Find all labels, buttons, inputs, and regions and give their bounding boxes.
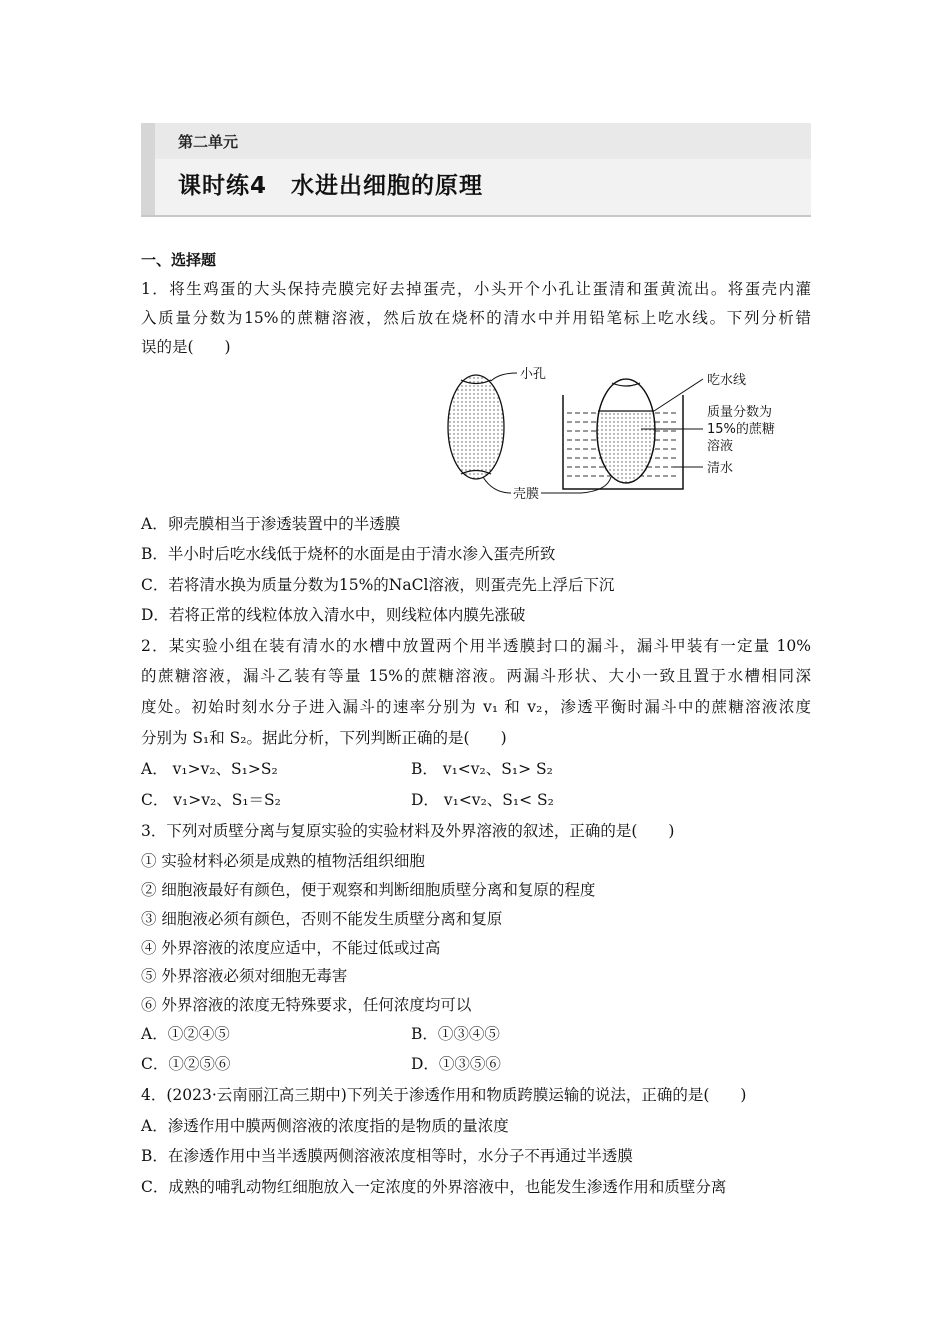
q3-item-6: ⑥ 外界溶液的浓度无特殊要求，任何浓度均可以 xyxy=(141,996,472,1014)
label-solution-1: 质量分数为 xyxy=(707,405,773,420)
q1-option-b: B．半小时后吃水线低于烧杯的水面是由于清水渗入蛋壳所致 xyxy=(141,545,556,563)
lesson-title: 课时练4 水进出细胞的原理 xyxy=(178,173,484,199)
q2-option-c: C． v₁>v₂、S₁＝S₂ xyxy=(141,791,281,809)
q3-option-d: D．①③⑤⑥ xyxy=(411,1055,501,1073)
q1-line-1: 1．将生鸡蛋的大头保持壳膜完好去掉蛋壳，小头开个小孔让蛋清和蛋黄流出。将蛋壳内灌 xyxy=(141,280,811,298)
q4-stem: 4．(2023·云南丽江高三期中)下列关于渗透作用和物质跨膜运输的说法，正确的是( ) xyxy=(141,1086,747,1104)
q2-line-4: 分别为 S₁和 S₂。据此分析，下列判断正确的是( ) xyxy=(141,729,507,747)
q3-item-3: ③ 细胞液必须有颜色，否则不能发生质壁分离和复原 xyxy=(141,910,503,928)
unit-label: 第二单元 xyxy=(178,133,239,151)
q1-line-2: 入质量分数为15%的蔗糖溶液，然后放在烧杯的清水中并用铅笔标上吃水线。下列分析错 xyxy=(141,309,811,327)
q4-option-c: C．成熟的哺乳动物红细胞放入一定浓度的外界溶液中，也能发生渗透作用和质壁分离 xyxy=(141,1178,727,1196)
q2-option-a: A． v₁>v₂、S₁>S₂ xyxy=(141,760,278,778)
q2-options-row-2 xyxy=(141,790,811,810)
q3-option-b: B．①③④⑤ xyxy=(411,1025,500,1043)
q2-options-row-1 xyxy=(141,759,811,779)
q3-item-4: ④ 外界溶液的浓度应适中，不能过低或过高 xyxy=(141,939,441,957)
egg-osmosis-figure xyxy=(441,365,801,505)
q1-option-d: D．若将正常的线粒体放入清水中，则线粒体内膜先涨破 xyxy=(141,606,526,624)
q4-option-a: A．渗透作用中膜两侧溶液的浓度指的是物质的量浓度 xyxy=(141,1117,509,1135)
q4-option-b: B．在渗透作用中当半透膜两侧溶液浓度相等时，水分子不再通过半透膜 xyxy=(141,1147,633,1165)
q3-stem: 3．下列对质壁分离与复原实验的实验材料及外界溶液的叙述，正确的是( ) xyxy=(141,822,675,840)
q2-line-3: 度处。初始时刻水分子进入漏斗的速率分别为 v₁ 和 v₂，渗透平衡时漏斗中的蔗糖溶液浓度 xyxy=(141,698,811,716)
label-clear-water: 清水 xyxy=(707,461,734,476)
q1-option-c: C．若将清水换为质量分数为15%的NaCl溶液，则蛋壳先上浮后下沉 xyxy=(141,576,615,594)
right-egg xyxy=(596,379,656,483)
q2-line-1: 2．某实验小组在装有清水的水槽中放置两个用半透膜封口的漏斗，漏斗甲装有一定量 10% xyxy=(141,637,811,655)
q1-line-3: 误的是( ) xyxy=(141,338,231,356)
q3-options-row-1 xyxy=(141,1024,811,1044)
q3-option-c: C．①②⑤⑥ xyxy=(141,1055,231,1073)
q1-option-a: A．卵壳膜相当于渗透装置中的半透膜 xyxy=(141,515,401,533)
section-title: 一、选择题 xyxy=(141,251,217,269)
label-solution-2: 15%的蔗糖 xyxy=(707,422,775,437)
q3-option-a: A．①②④⑤ xyxy=(141,1025,230,1043)
unit-header xyxy=(141,123,811,217)
label-solution-3: 溶液 xyxy=(707,439,734,454)
q3-item-1: ① 实验材料必须是成熟的植物活组织细胞 xyxy=(141,852,425,870)
label-small-hole: 小孔 xyxy=(520,367,547,382)
q3-options-row-2 xyxy=(141,1054,811,1074)
q3-item-2: ② 细胞液最好有颜色，便于观察和判断细胞质壁分离和复原的程度 xyxy=(141,881,596,899)
q3-item-5: ⑤ 外界溶液必须对细胞无毒害 xyxy=(141,967,348,985)
q2-option-d: D． v₁<v₂、S₁< S₂ xyxy=(411,791,554,809)
label-shell-membrane: 壳膜 xyxy=(513,487,540,502)
q2-option-b: B． v₁<v₂、S₁> S₂ xyxy=(411,760,553,778)
q2-line-2: 的蔗糖溶液，漏斗乙装有等量 15%的蔗糖溶液。两漏斗形状、大小一致且置于水槽相同深 xyxy=(141,667,811,685)
label-water-line: 吃水线 xyxy=(707,373,747,388)
header-accent-bar xyxy=(141,123,155,215)
header-strip xyxy=(155,123,811,159)
left-egg xyxy=(448,375,504,479)
